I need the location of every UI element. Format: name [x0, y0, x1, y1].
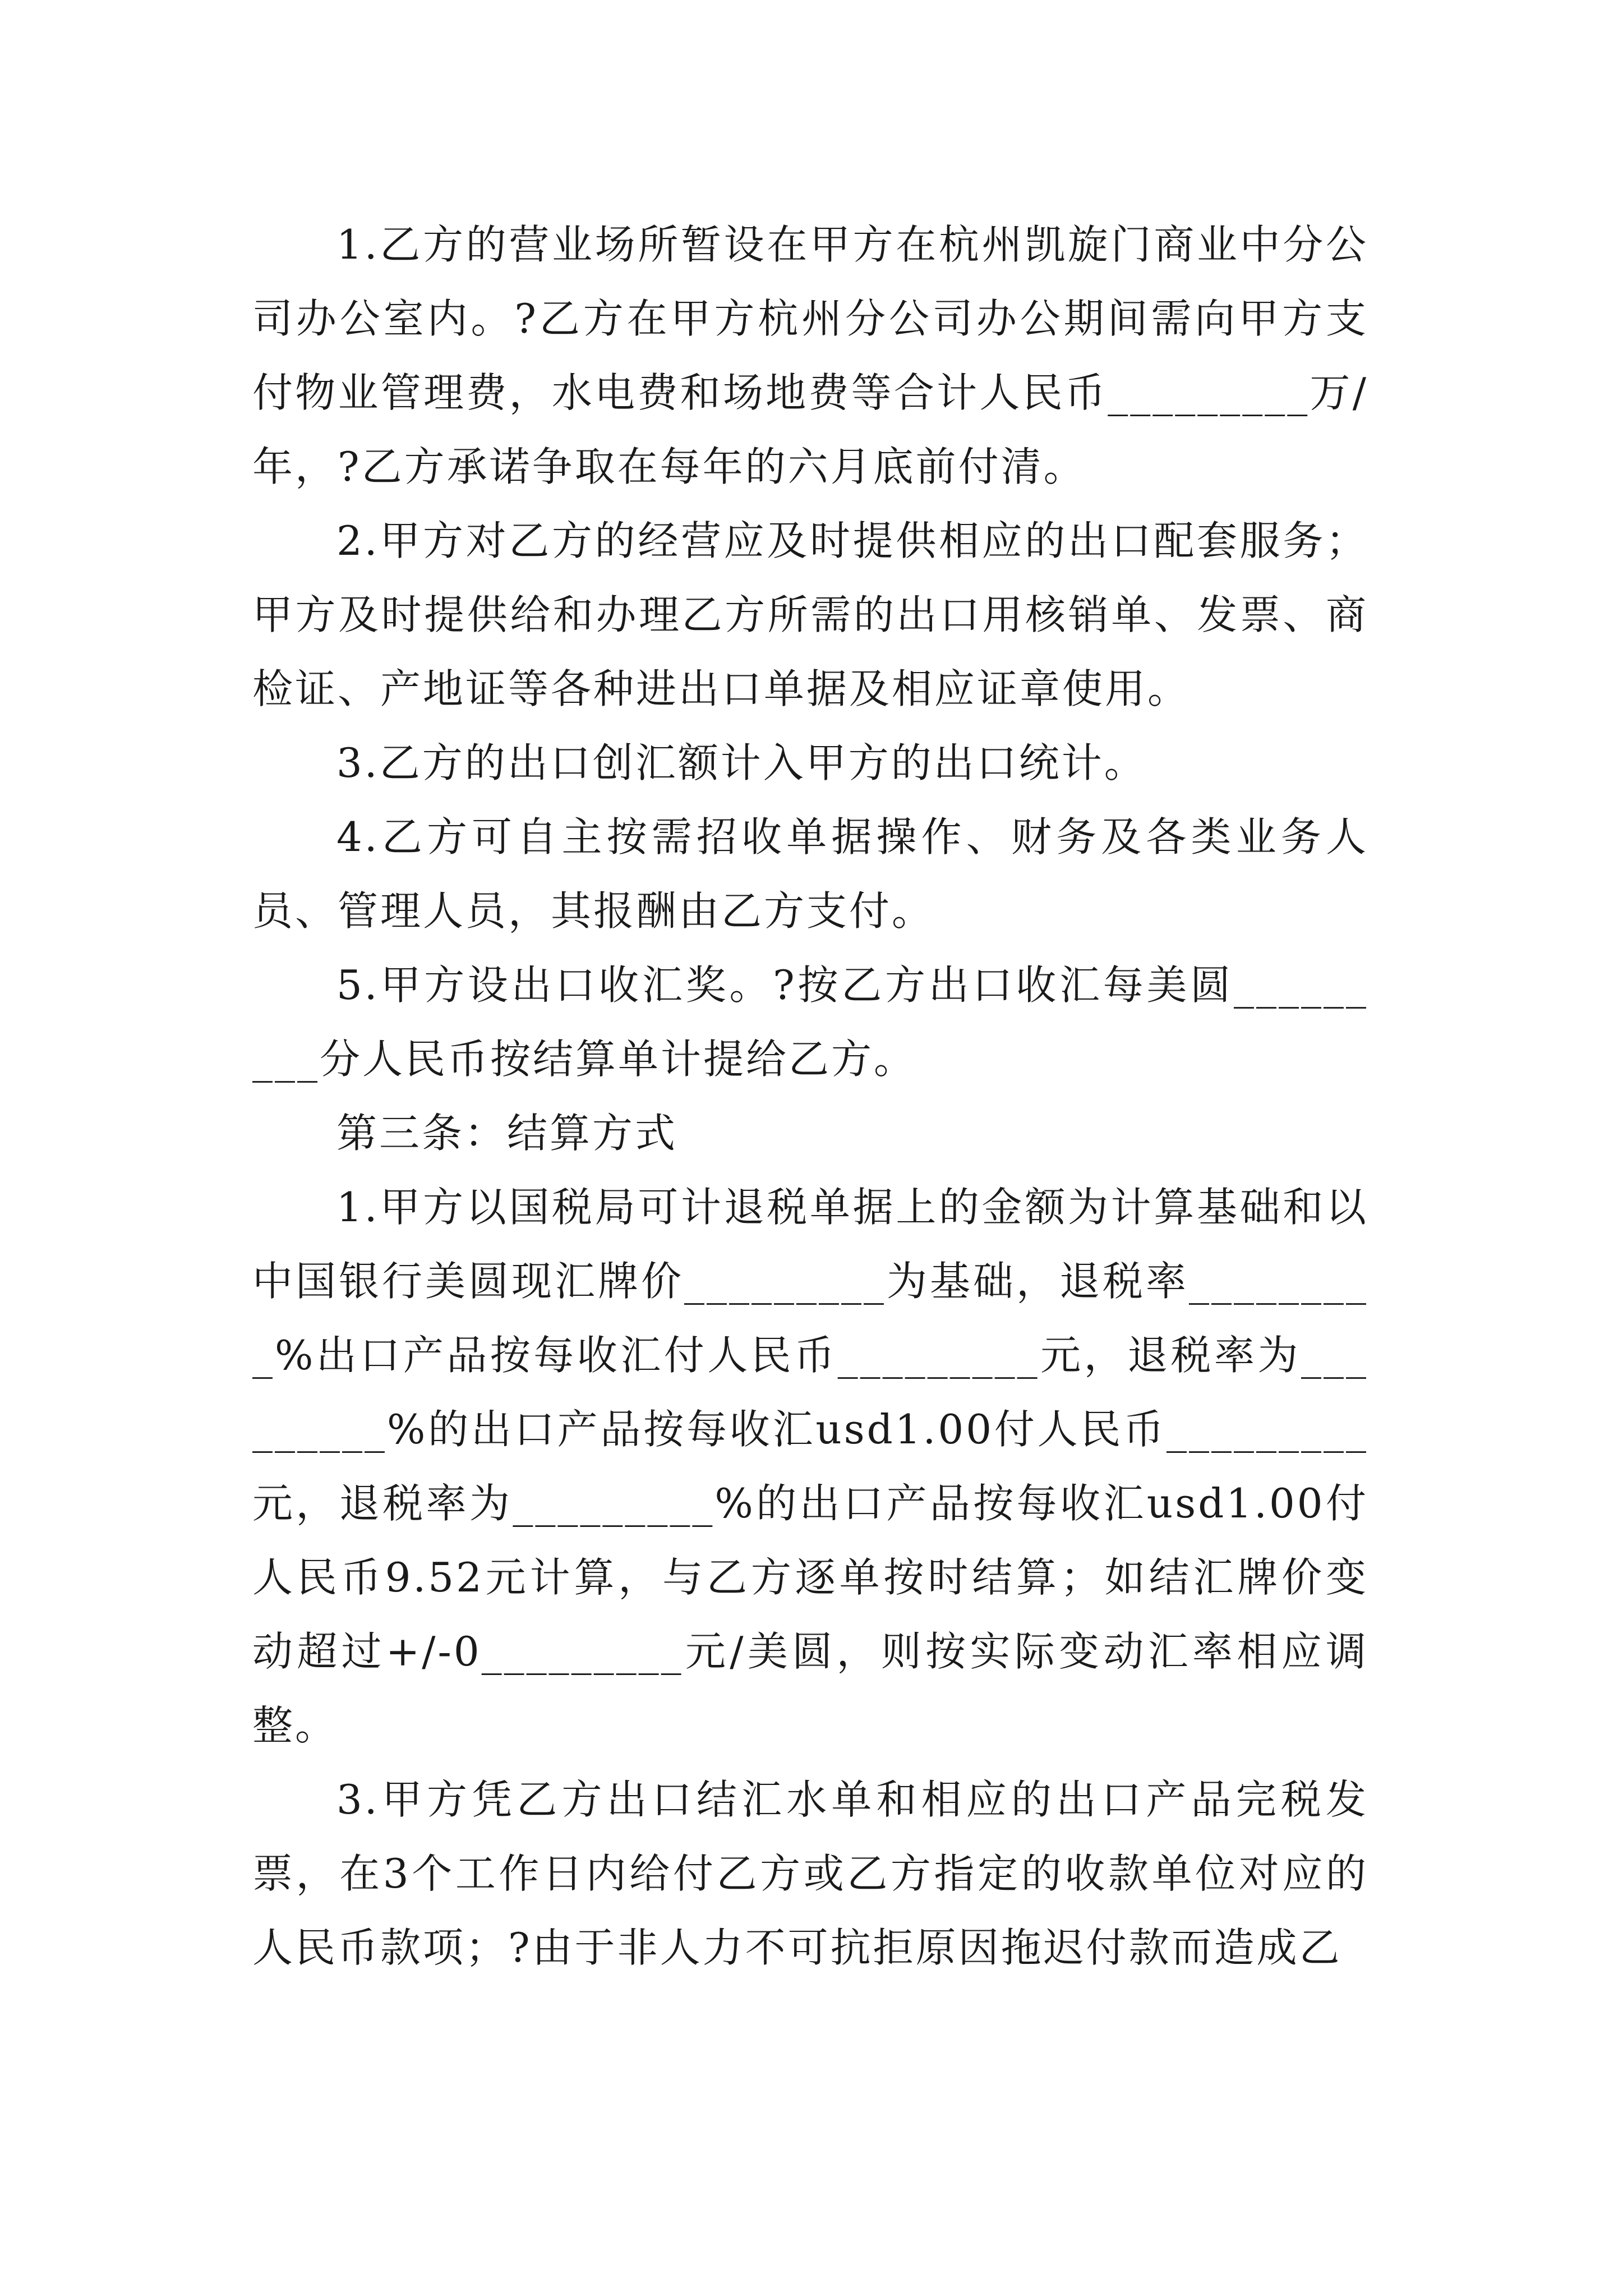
paragraph-settlement-3: 3.甲方凭乙方出口结汇水单和相应的出口产品完税发票，在3个工作日内给付乙方或乙方指定的收款单位对应的人民币款项；?由于非人力不可抗拒原因拖迟付款而造成乙: [252, 1776, 1368, 1971]
document-body: [252, 208, 1368, 1985]
paragraph-clause-3: 3.乙方的出口创汇额计入甲方的出口统计。: [336, 739, 1147, 786]
section-heading: 第三条：结算方式: [336, 1110, 678, 1157]
paragraph-clause-4: 4.乙方可自主按需招收单据操作、财务及各类业务人员、管理人员，其报酬由乙方支付。: [252, 813, 1368, 935]
paragraph-clause-2: 2.甲方对乙方的经营应及时提供相应的出口配套服务；甲方及时提供给和办理乙方所需的出口用核销单、发票、商检证、产地证等各种进出口单据及相应证章使用。: [252, 517, 1368, 712]
paragraph-clause-1: 1.乙方的营业场所暂设在甲方在杭州凯旋门商业中分公司办公室内。?乙方在甲方杭州分公司办公期间需向甲方支付物业管理费，水电费和场地费等合计人民币_________万/年，?乙方承诺争取在每年的六月底前付清。: [252, 221, 1368, 490]
paragraph-settlement-1: 1.甲方以国税局可计退税单据上的金额为计算基础和以中国银行美圆现汇牌价_________为基础，退税率_________%出口产品按每收汇付人民币_________元，退税率为_________%的出口产品按每收汇usd1.00付人民币_________元，退税率为_________%的出口产品按每收汇usd1.00付人民币9.52元计算，与乙方逐单按时结算；如结汇牌价变动超过+/-0_________元/美圆，则按实际变动汇率相应调整。: [252, 1184, 1368, 1749]
paragraph-clause-5: 5.甲方设出口收汇奖。?按乙方出口收汇每美圆_________分人民币按结算单计提给乙方。: [252, 961, 1368, 1083]
